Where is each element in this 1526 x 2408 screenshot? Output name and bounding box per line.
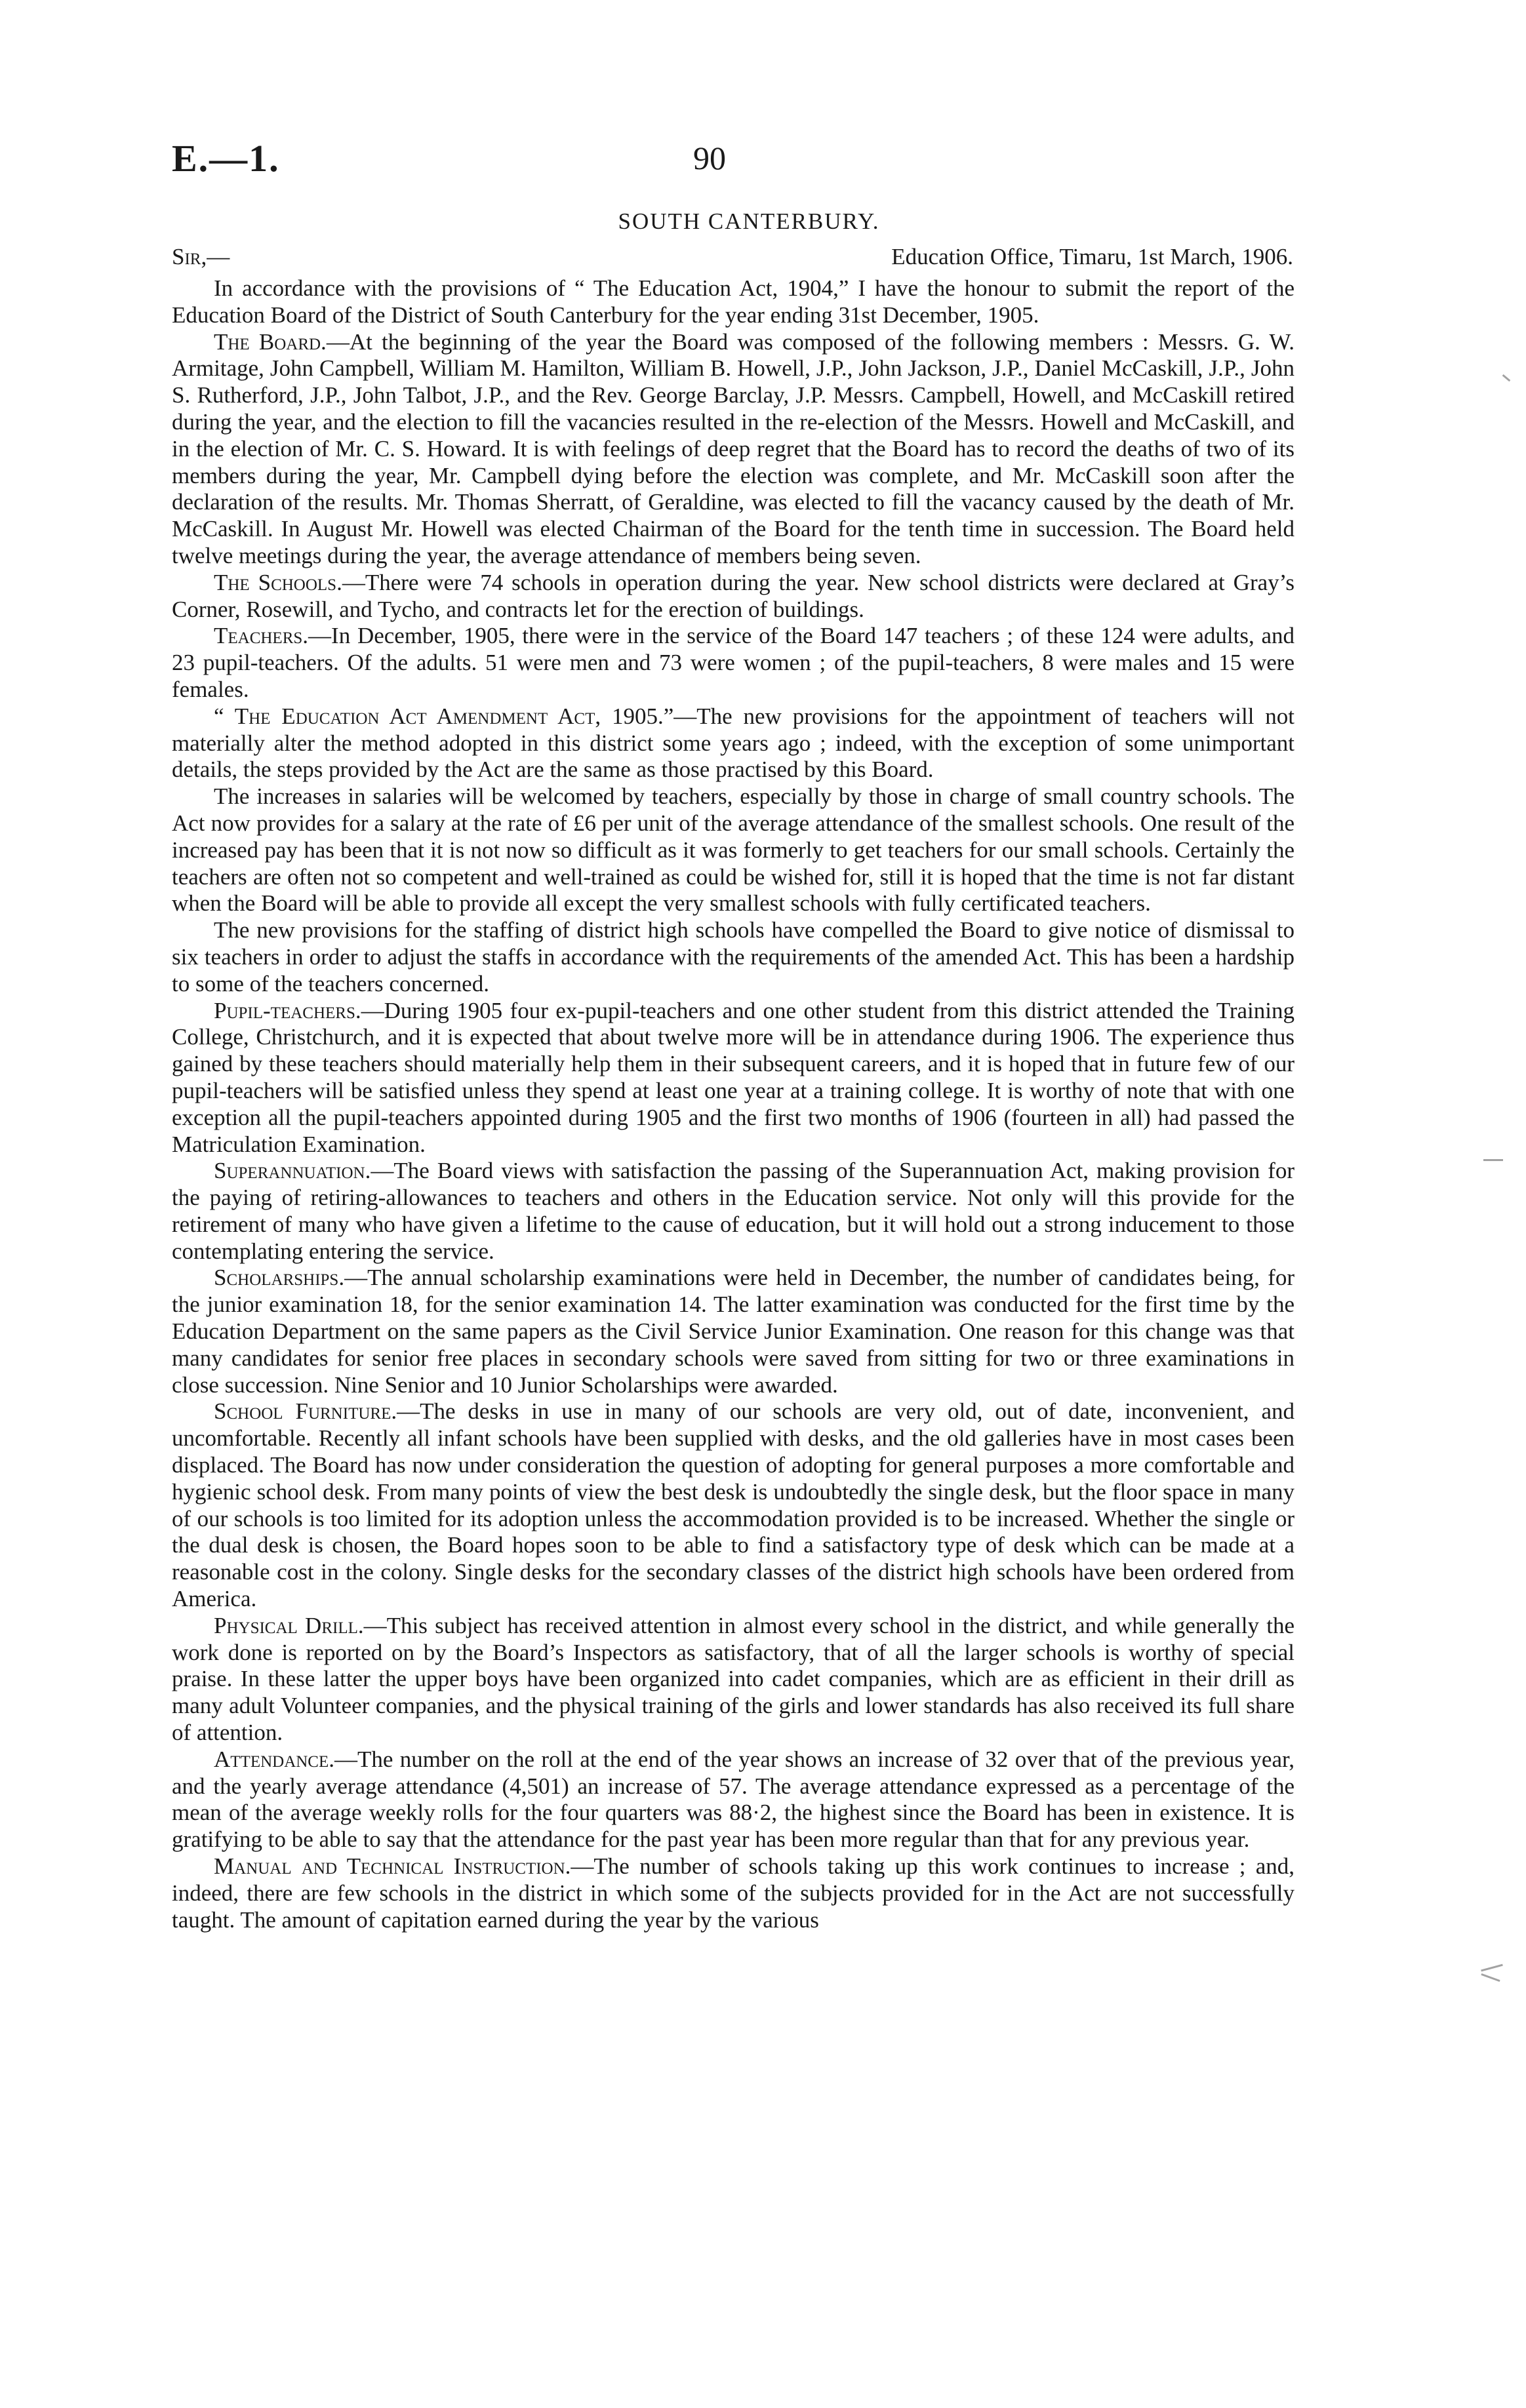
paragraph (172, 1398, 1295, 1612)
paragraph-heading: Manual and Technical Instruction. (214, 1853, 571, 1880)
paragraph-text: —The desks in use in many of our schools are very old, out of date, inconvenient, and uncomfortable. Recently all infant schools have been supplied with desks, and the old galleries have in most cases been displaced. The Board has now under consideration the question of adopting for general purposes a more comfortable and hygienic school desk. From many points of view the best desk is undoubtedly the single desk, but the floor space in many of our schools is too limited for its adoption unless the accommodation provided is to be increased. Whether the single or the dual desk is chosen, the Board hopes soon to be able to find a satisfactory type of desk which can be made at a reasonable cost in the colony. Single desks for the secondary classes of the district high schools have been ordered from America. (172, 1398, 1295, 1612)
paragraph (172, 329, 1295, 570)
scan-mark (1481, 1973, 1500, 1982)
paragraph-text: The new provisions for the staffing of district high schools have compelled the Board to give notice of dismissal to six teachers in order to adjust the staffs in accordance with the requirements of the amended Act. This has been a hardship to some of the teachers concerned. (172, 917, 1295, 997)
paragraph-heading: “ The Education Act Amendment Act, 1905.” (214, 703, 674, 729)
paragraph (172, 275, 1295, 329)
paragraph (172, 1265, 1295, 1398)
letter-dateline (172, 244, 1293, 274)
document-reference: E.—1. (172, 137, 280, 180)
paragraph-text: —In December, 1905, there were in the service of the Board 147 teachers ; of these 124 were adults, and 23 pupil-teachers. Of the adults. 51 were men and 73 were women ; of the pupil-teachers, 8 were males and 15 were females. (172, 623, 1295, 702)
paragraph-heading: Physical Drill. (214, 1612, 364, 1638)
paragraph (172, 703, 1295, 783)
paragraph (172, 783, 1295, 917)
paragraph-heading: Superannuation. (214, 1158, 371, 1184)
paragraph-text: —There were 74 schools in operation during the year. New school districts were declared at Gray’s Corner, Rosewill, and Tycho, and contracts let for the erection of buildings. (172, 569, 1295, 622)
paragraph-heading: School Furniture. (214, 1398, 397, 1425)
page-number: 90 (693, 140, 726, 176)
paragraph-text: In accordance with the provisions of “ The Education Act, 1904,” I have the honour to submit the report of the Education Board of the District of South Canterbury for the year ending 31st December, 1905. (172, 275, 1295, 328)
paragraph-text: —At the beginning of the year the Board was composed of the following members : Messrs. G. W. Armitage, John Campbell, William M. Hamilton, William B. Howell, J.P., John Jackson, J.P., Daniel McCaskill, J.P., John S. Rutherford, J.P., John Talbot, J.P., and the Rev. George Barclay, J.P. Messrs. Campbell, Howell, and McCaskill retired during the year, and the election to fill the vacancies resulted in the re-election of the Messrs. Howell and McCaskill, and in the election of Mr. C. S. Howard. It is with feelings of deep regret that the Board has to record the deaths of two of its members during the year, Mr. Campbell dying before the election was complete, and Mr. McCaskill soon after the declaration of the results. Mr. Thomas Sherratt, of Geraldine, was elected to fill the vacancy caused by the death of Mr. McCaskill. In August Mr. Howell was elected Chairman of the Board for the tenth time in succession. The Board held twelve meetings during the year, the average attendance of members being seven. (172, 328, 1295, 568)
paragraph-heading: Pupil-teachers. (214, 997, 361, 1023)
paragraph (172, 570, 1295, 623)
paragraph-text: The increases in salaries will be welcomed by teachers, especially by those in charge of small country schools. The Act now provides for a salary at the rate of £6 per unit of the average attendance of the smallest schools. One result of the increased pay has been that it is not now so difficult as it was formerly to get teachers for our small schools. Certainly the teachers are often not so competent and well-trained as could be wished for, still it is hoped that the time is not far distant when the Board will be able to provide all except the very smallest schools with fully certificated teachers. (172, 783, 1295, 917)
report-body (172, 275, 1295, 1933)
paragraph-text: —The new provisions for the appointment of teachers will not materially alter the method adopted in this district some years ago ; indeed, with the exception of some unimportant details, the steps provided by the Act are the same as those practised by this Board. (172, 703, 1295, 783)
scan-mark (1502, 374, 1511, 382)
paragraph-text: —During 1905 four ex-pupil-teachers and one other student from this district attended the Training College, Christchurch, and it is expected that about twelve more will be in attendance during 1906. The experience thus gained by these teachers should materially help them in their subsequent careers, and it is hoped that in future few of our pupil-teachers will be satisfied unless they spend at least one year at a training college. It is worthy of note that with one exception all the pupil-teachers appointed during 1905 and the first two months of 1906 (fourteen in all) had passed the Matriculation Examination. (172, 997, 1295, 1157)
salutation: Sir,— (172, 244, 230, 269)
running-header (172, 136, 1326, 182)
paragraph-text: —The Board views with satisfaction the passing of the Superannuation Act, making provision for the paying of retiring-allowances to teachers and others in the Education service. Not only will this provide for the retirement of many who have given a lifetime to the cause of education, but it will hold out a strong inducement to those contemplating entering the service. (172, 1158, 1295, 1264)
paragraph (172, 1853, 1295, 1933)
paragraph-heading: The Schools. (214, 569, 342, 595)
paragraph-heading: Teachers. (214, 623, 309, 649)
paragraph (172, 917, 1295, 997)
office-and-date: Education Office, Timaru, 1st March, 1906. (891, 244, 1293, 269)
paragraph-heading: The Board. (214, 328, 327, 355)
paragraph-text: —This subject has received attention in almost every school in the district, and while generally the work done is reported on by the Board’s Inspectors as satisfactory, that of all the larger schools is worthy of special praise. In these latter the upper boys have been organized into cadet companies, which are as efficient in their drill as many adult Volunteer companies, and the physical training of the girls and lower standards has also received its full share of attention. (172, 1612, 1295, 1746)
paragraph-text: —The annual scholarship examinations were held in December, the number of candidates being, for the junior examination 18, for the senior examination 14. The latter examination was conducted for the first time by the Education Department on the same papers as the Civil Service Junior Examination. One reason for this change was that many candidates for senior free places in secondary schools were saved from sitting for two or three examinations in close succession. Nine Senior and 10 Junior Scholarships were awarded. (172, 1265, 1295, 1398)
paragraph (172, 1747, 1295, 1853)
paragraph-text: —The number of schools taking up this work continues to increase ; and, indeed, there are few schools in the district in which some of the subjects provided for in the Act are not successfully taught. The amount of capitation earned during the year by the various (172, 1853, 1295, 1933)
scan-mark (1483, 1159, 1503, 1161)
scan-mark (1481, 1964, 1503, 1972)
paragraph (172, 1613, 1295, 1747)
paragraph (172, 1158, 1295, 1265)
paragraph-text: —The number on the roll at the end of the year shows an increase of 32 over that of the previous year, and the yearly average attendance (4,501) an increase of 57. The average attendance expressed as a percentage of the mean of the average weekly rolls for the four quarters was 88·2, the highest since the Board has been in existence. It is gratifying to be able to say that the attendance for the past year has been more regular than that for any previous year. (172, 1746, 1295, 1853)
paragraph-heading: Attendance. (214, 1746, 335, 1772)
paragraph (172, 998, 1295, 1158)
section-title: SOUTH CANTERBURY. (618, 208, 880, 234)
paragraph-heading: Scholarships. (214, 1265, 345, 1291)
paragraph (172, 623, 1295, 703)
